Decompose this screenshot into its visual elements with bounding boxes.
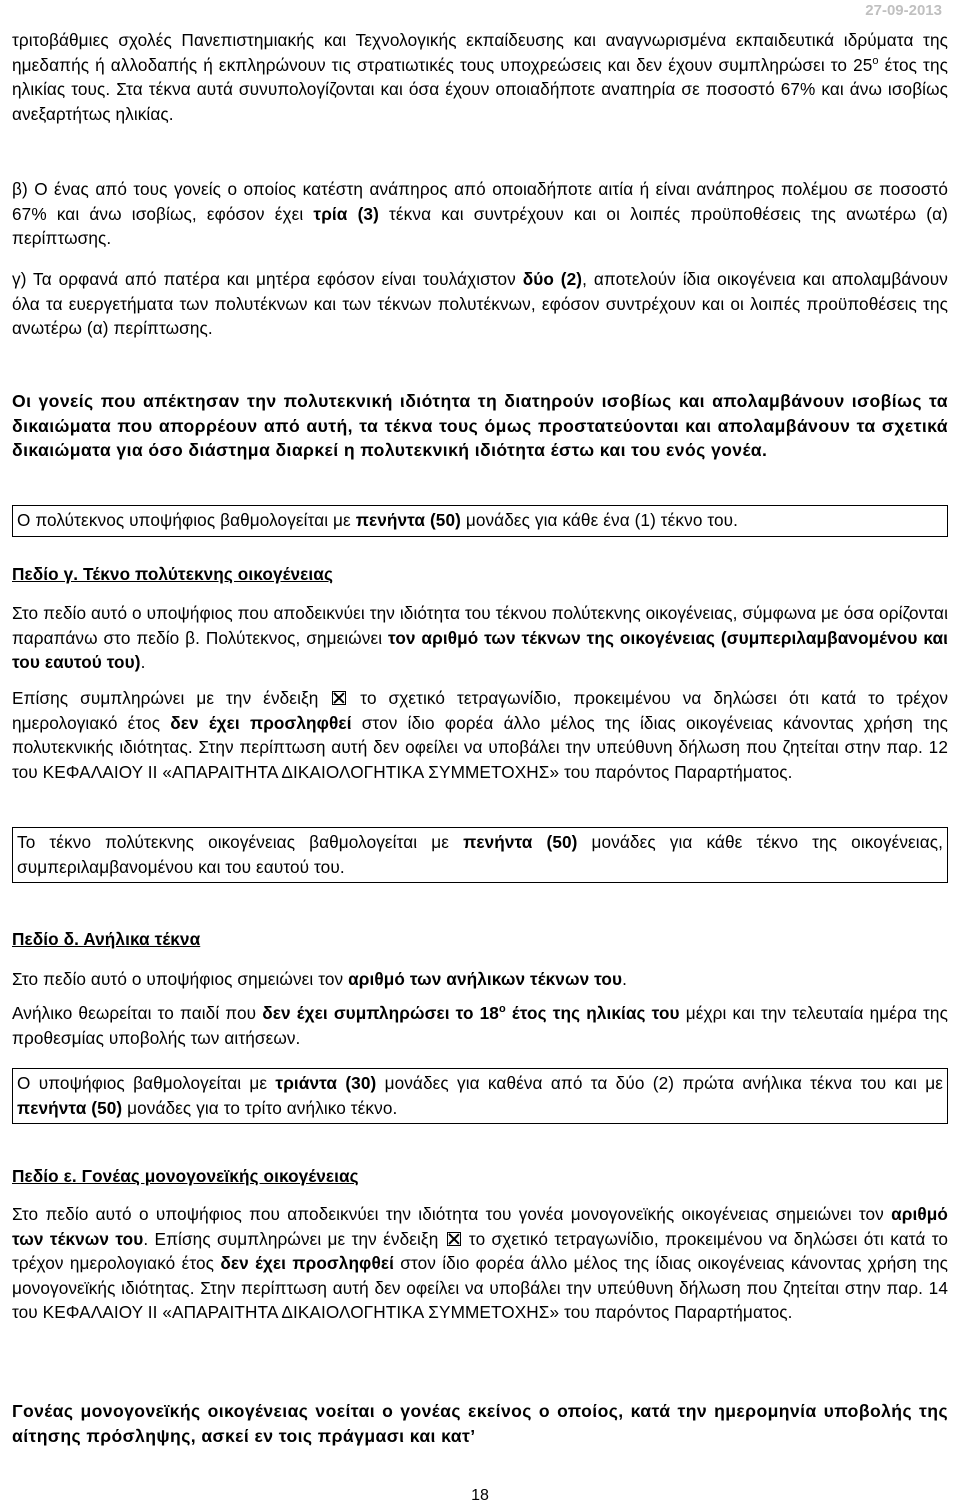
score-box-large-family: Ο πολύτεκνος υποψήφιος βαθμολογείται με πενήντα (50) μονάδες για κάθε ένα (1) τέκνο του. (12, 505, 948, 537)
section-heading-delta: Πεδίο δ. Ανήλικα τέκνα (12, 929, 201, 949)
paragraph-continuation: τριτοβάθμιες σχολές Πανεπιστημιακής και Τεχνολογικής εκπαίδευσης και αναγνωρισμένα εκπαιδευτικά ιδρύματα της ημεδαπής ή αλλοδαπής ή εκπληρώνουν τις στρατιωτικές τους υποχρεώσεις και δεν έχουν συμπληρώσει το $25^o$ έτος της ηλικίας τους. Στα τέκνα αυτά συνυπολογίζονται και όσα έχουν οποιαδήποτε αναπηρία σε ποσοστό 67% και άνω ισοβίως ανεξαρτήτως ηλικίας. (12, 30, 948, 124)
paragraph-epsilon-1: Στο πεδίο αυτό ο υποψήφιος που αποδεικνύει την ιδιότητα του γονέα μονογονεϊκής οικογένειας σημειώνει τον αριθμό των τέκνων του. Επίσης συμπληρώνει με την ένδειξη το σχετικό τετραγωνίδιο, προκειμένου να δηλώσει ότι κατά το τρέχον ημερολογιακό έτος δεν έχει προσληφθεί στον ίδιο φορέα άλλο μέλος της ίδιας οικογένειας κάνοντας χρήση της μονογονεϊκής ιδιότητας. Στην περίπτωση αυτή δεν οφείλει να υποβάλει την υπεύθυνη δήλωση που ζητείται στην παρ. 14 του ΚΕΦΑΛΑΙΟΥ ΙΙ «ΑΠΑΡΑΙΤΗΤΑ ΔΙΚΑΙΟΛΟΓΗΤΙΚΑ ΣΥΜΜΕΤΟΧΗΣ» του παρόντος Παραρτήματος. (12, 1204, 948, 1323)
score-box-minor-children: Ο υποψήφιος βαθμολογείται με τριάντα (30) μονάδες για καθένα από τα δύο (2) πρώτα ανήλικα τέκνα του και με πενήντα (50) μονάδες για το τρίτο ανήλικο τέκνο. (12, 1068, 948, 1124)
section-heading-gamma: Πεδίο γ. Τέκνο πολύτεκνης οικογένειας (12, 564, 334, 584)
paragraph-gamma-2: Επίσης συμπληρώνει με την ένδειξη το σχετικό τετραγωνίδιο, προκειμένου να δηλώσει ότι κατά το τρέχον ημερολογιακό έτος δεν έχει προσληφθεί στον ίδιο φορέα άλλο μέλος της ίδιας οικογένειας κάνοντας χρήση της πολυτεκνικής ιδιότητας. Στην περίπτωση αυτή δεν οφείλει να υποβάλει την υπεύθυνη δήλωση που ζητείται στην παρ. 12 του ΚΕΦΑΛΑΙΟΥ ΙΙ «ΑΠΑΡΑΙΤΗΤΑ ΔΙΚΑΙΟΛΟΓΗΤΙΚΑ ΣΥΜΜΕΤΟΧΗΣ» του παρόντος Παραρτήματος. (12, 688, 949, 782)
paragraph-parents-status: Οι γονείς που απέκτησαν την πολυτεκνική ιδιότητα τη διατηρούν ισοβίως και απολαμβάνουν ισοβίως τα δικαιώματα που απορρέουν από αυτή, τα τέκνα τους όμως προστατεύονται και απολαμβάνουν τα σχετικά δικαιώματα για όσο διάστημα διαρκεί η πολυτεκνική ιδιότητα έστω και του ενός γονέα. (12, 391, 948, 461)
header-date: 27-09-2013 (865, 2, 942, 19)
score-box-child-of-large-family: Το τέκνο πολύτεκνης οικογένειας βαθμολογείται με πενήντα (50) μονάδες για κάθε τέκνο της οικογένειας, συμπεριλαμβανομένου και του εαυτού του. (12, 827, 948, 883)
section-heading-epsilon: Πεδίο ε. Γονέας μονογονεϊκής οικογένειας (12, 1166, 359, 1186)
paragraph-delta-1: Στο πεδίο αυτό ο υποψήφιος σημειώνει τον αριθμό των ανήλικων τέκνων του. (12, 969, 628, 989)
paragraph-case-b: β) Ο ένας από τους γονείς ο οποίος κατέστη ανάπηρος από οποιαδήποτε αιτία ή είναι ανάπηρος πολέμου σε ποσοστό 67% και άνω ισοβίως, εφόσον έχει τρία (3) τέκνα και συντρέχουν και οι λοιπές προϋποθέσεις της ανωτέρω (α) περίπτωσης. (12, 179, 948, 249)
paragraph-case-c: γ) Τα ορφανά από πατέρα και μητέρα εφόσον είναι τουλάχιστον δύο (2), αποτελούν ίδια οικογένεια και απολαμβάνουν όλα τα ευεργετήματα των πολυτέκνων και των τέκνων πολυτέκνων, εφόσον συντρέχουν και οι λοιπές προϋποθέσεις της ανωτέρω (α) περίπτωσης. (12, 269, 949, 339)
page-number: 18 (471, 1487, 489, 1504)
paragraph-gamma-1: Στο πεδίο αυτό ο υποψήφιος που αποδεικνύει την ιδιότητα του τέκνου πολύτεκνης οικογένειας, σύμφωνα με όσα ορίζονται παραπάνω στο πεδίο β. Πολύτεκνος, σημειώνει τον αριθμό των τέκνων της οικογένειας (συμπεριλαμβανομένου και του εαυτού του). (12, 603, 948, 673)
paragraph-delta-2: Ανήλικο θεωρείται το παιδί που δεν έχει συμπληρώσει το $18^o$ έτος της ηλικίας του μέχρι και την τελευταία ημέρα της προθεσμίας υποβολής των αιτήσεων. (12, 1003, 948, 1048)
checked-box-icon (332, 691, 346, 705)
checked-box-icon (447, 1232, 461, 1246)
paragraph-single-parent-definition: Γονέας μονογονεϊκής οικογένειας νοείται ο γονέας εκείνος ο οποίος, κατά την ημερομηνία υποβολής της αίτησης πρόσληψης, ασκεί εν τοις πράγμασι και κατ’ (12, 1401, 948, 1446)
